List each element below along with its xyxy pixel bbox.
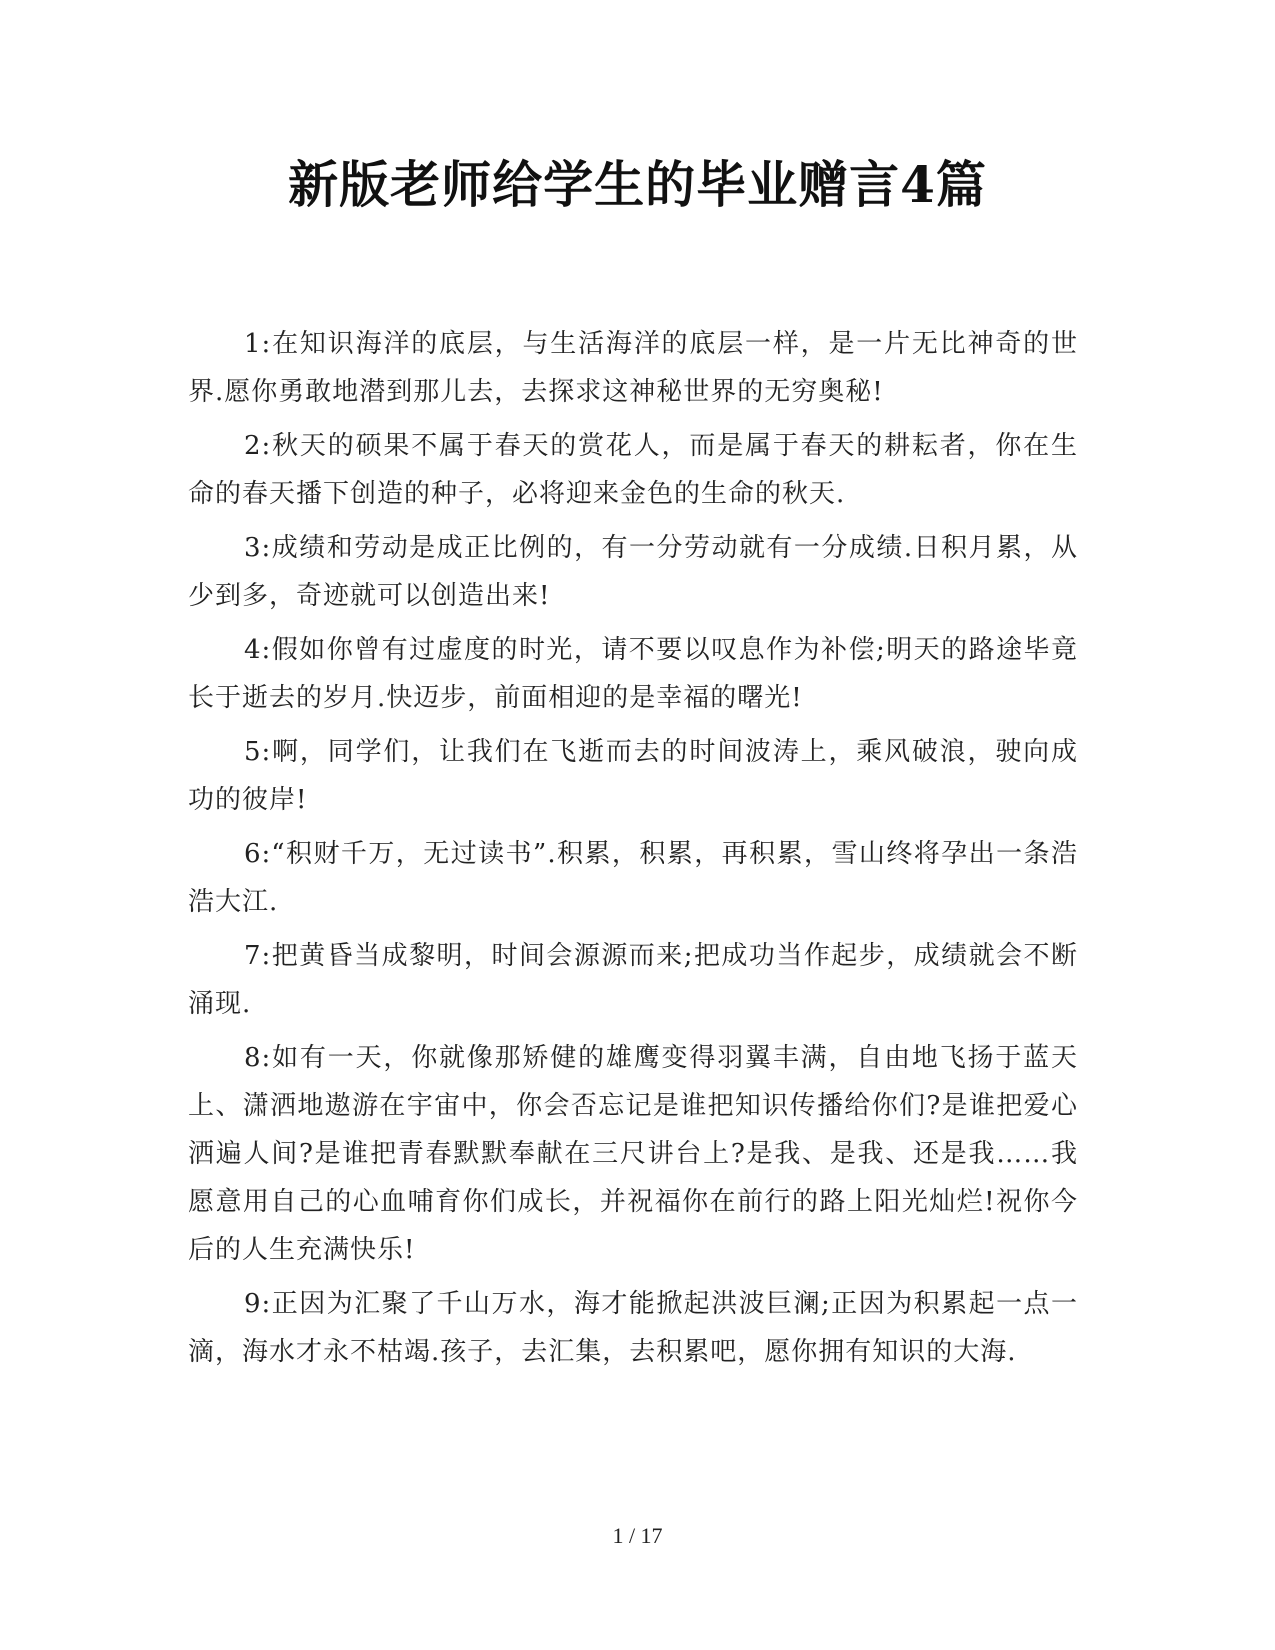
document-body: [188, 320, 1078, 1382]
paragraph-9: 9:正因为汇聚了千山万水，海才能掀起洪波巨澜;正因为积累起一点一滴，海水才永不枯竭.孩子，去汇集，去积累吧，愿你拥有知识的大海.: [188, 1289, 1078, 1367]
paragraph-5: 5:啊，同学们，让我们在飞逝而去的时间波涛上，乘风破浪，驶向成功的彼岸!: [188, 737, 1078, 815]
paragraph-1: 1:在知识海洋的底层，与生活海洋的底层一样，是一片无比神奇的世界.愿你勇敢地潜到那儿去，去探求这神秘世界的无穷奥秘!: [188, 329, 1078, 407]
paragraph-7: 7:把黄昏当成黎明，时间会源源而来;把成功当作起步，成绩就会不断涌现.: [188, 941, 1078, 1019]
paragraph-3: 3:成绩和劳动是成正比例的，有一分劳动就有一分成绩.日积月累，从少到多，奇迹就可以创造出来!: [188, 533, 1078, 611]
paragraph-8: 8:如有一天，你就像那矫健的雄鹰变得羽翼丰满，自由地飞扬于蓝天上、潇洒地遨游在宇宙中，你会否忘记是谁把知识传播给你们?是谁把爱心洒遍人间?是谁把青春默默奉献在三尺讲台上?是我、是我、还是我……我愿意用自己的心血哺育你们成长，并祝福你在前行的路上阳光灿烂!祝你今后的人生充满快乐!: [188, 1043, 1078, 1265]
paragraph-2: 2:秋天的硕果不属于春天的赏花人，而是属于春天的耕耘者，你在生命的春天播下创造的种子，必将迎来金色的生命的秋天.: [188, 431, 1078, 509]
document-title: 新版老师给学生的毕业赠言4篇: [288, 155, 987, 214]
paragraph-6: 6:“积财千万，无过读书”.积累，积累，再积累，雪山终将孕出一条浩浩大江.: [188, 839, 1078, 917]
page-number: 1 / 17: [612, 1523, 663, 1548]
paragraph-4: 4:假如你曾有过虚度的时光，请不要以叹息作为补偿;明天的路途毕竟长于逝去的岁月.快迈步，前面相迎的是幸福的曙光!: [188, 635, 1078, 713]
